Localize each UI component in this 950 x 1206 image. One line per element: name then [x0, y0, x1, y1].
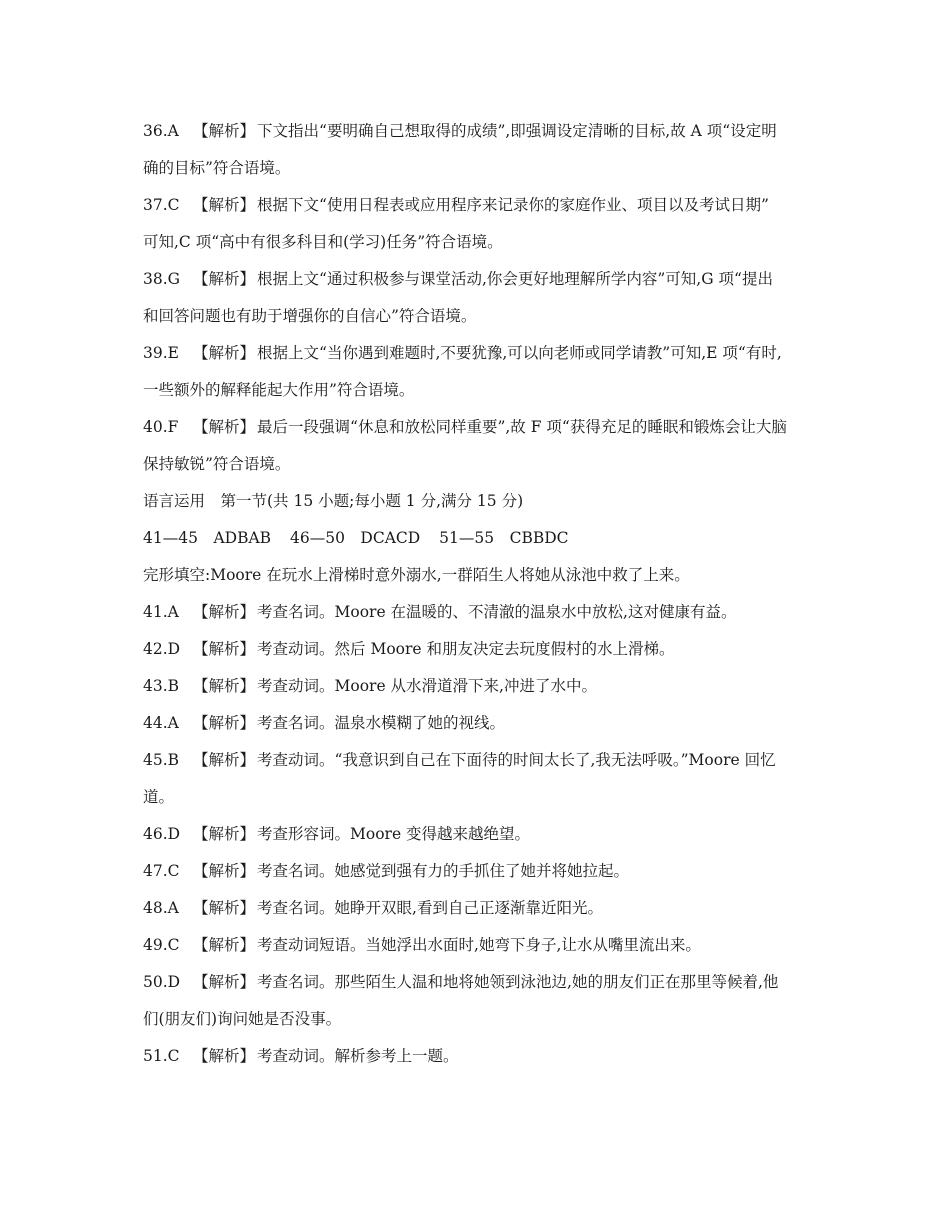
analysis-tag: 【解析】 [193, 196, 256, 214]
question-number: 38.G [143, 270, 181, 288]
explanation-text: 考查动词。然后 Moore 和朋友决定去玩度假村的水上滑梯。 [257, 640, 675, 658]
explanation-text: 根据下文“使用日程表或应用程序来记录你的家庭作业、项目以及考试日期” [257, 196, 769, 214]
analysis-tag: 【解析】 [193, 862, 256, 880]
question-number: 49.C [143, 936, 180, 954]
explanation-text: 根据上文“通过积极参与课堂活动,你会更好地理解所学内容”可知,G 项“提出 [257, 270, 773, 288]
question-number: 47.C [143, 862, 180, 880]
explanation-text-cont: 们(朋友们)询问她是否没事。 [143, 1010, 342, 1028]
explanation-text: 下文指出“要明确自己想取得的成绩”,即强调设定清晰的目标,故 A 项“设定明 [257, 122, 777, 140]
analysis-tag: 【解析】 [193, 344, 256, 362]
explanation-text: 考查形容词。Moore 变得越来越绝望。 [257, 825, 531, 843]
answer-explanations [143, 113, 813, 1075]
explanation-41 [143, 594, 813, 631]
explanation-text: 考查名词。她感觉到强有力的手抓住了她并将她拉起。 [257, 862, 630, 880]
explanation-text-cont: 可知,C 项“高中有很多科目和(学习)任务”符合语境。 [143, 233, 503, 251]
question-number: 37.C [143, 196, 180, 214]
explanation-43 [143, 668, 813, 705]
answer-key [143, 520, 813, 557]
question-number: 43.B [143, 677, 180, 695]
section-title: 语言运用 第一节(共 15 小题;每小题 1 分,满分 15 分) [143, 492, 524, 510]
question-number: 42.D [143, 640, 181, 658]
analysis-tag: 【解析】 [193, 899, 256, 917]
question-number: 45.B [143, 751, 180, 769]
explanation-50 [143, 964, 813, 1038]
analysis-tag: 【解析】 [193, 936, 256, 954]
explanation-44 [143, 705, 813, 742]
explanation-37 [143, 187, 813, 261]
explanation-text: 考查动词短语。当她浮出水面时,她弯下身子,让水从嘴里流出来。 [257, 936, 701, 954]
analysis-tag: 【解析】 [193, 751, 256, 769]
explanation-text: 最后一段强调“休息和放松同样重要”,故 F 项“获得充足的睡眠和锻炼会让大脑 [257, 418, 787, 436]
explanation-47 [143, 853, 813, 890]
explanation-text-cont: 一些额外的解释能起大作用”符合语境。 [143, 381, 415, 399]
explanation-46 [143, 816, 813, 853]
analysis-tag: 【解析】 [193, 1047, 256, 1065]
explanation-45 [143, 742, 813, 816]
question-number: 48.A [143, 899, 179, 917]
answer-key-group: 41—45 ADBAB [143, 529, 272, 547]
question-number: 50.D [143, 973, 181, 991]
explanation-text-cont: 和回答问题也有助于增强你的自信心”符合语境。 [143, 307, 477, 325]
explanation-text: 考查动词。“我意识到自己在下面待的时间太长了,我无法呼吸。”Moore 回忆 [257, 751, 776, 769]
explanation-text: 考查名词。温泉水模糊了她的视线。 [257, 714, 506, 732]
explanation-48 [143, 890, 813, 927]
cloze-summary: 完形填空:Moore 在玩水上滑梯时意外溺水,一群陌生人将她从泳池中救了上来。 [143, 566, 690, 584]
explanation-36 [143, 113, 813, 187]
explanation-text-cont: 确的目标”符合语境。 [143, 159, 291, 177]
explanation-text: 根据上文“当你遇到难题时,不要犹豫,可以向老师或同学请教”可知,E 项“有时, [257, 344, 782, 362]
question-number: 51.C [143, 1047, 180, 1065]
explanation-text: 考查名词。那些陌生人温和地将她领到泳池边,她的朋友们正在那里等候着,他 [257, 973, 779, 991]
analysis-tag: 【解析】 [193, 603, 256, 621]
explanation-49 [143, 927, 813, 964]
analysis-tag: 【解析】 [193, 825, 256, 843]
question-number: 44.A [143, 714, 179, 732]
question-number: 36.A [143, 122, 179, 140]
analysis-tag: 【解析】 [193, 270, 256, 288]
question-number: 46.D [143, 825, 181, 843]
question-number: 40.F [143, 418, 179, 436]
explanation-51 [143, 1038, 813, 1075]
explanation-text: 考查动词。Moore 从水滑道滑下来,冲进了水中。 [257, 677, 597, 695]
analysis-tag: 【解析】 [193, 122, 256, 140]
explanation-38 [143, 261, 813, 335]
explanation-text-cont: 道。 [143, 788, 175, 806]
explanation-text-cont: 保持敏锐”符合语境。 [143, 455, 291, 473]
analysis-tag: 【解析】 [193, 973, 256, 991]
explanation-39 [143, 335, 813, 409]
analysis-tag: 【解析】 [193, 714, 256, 732]
analysis-tag: 【解析】 [193, 640, 256, 658]
question-number: 41.A [143, 603, 179, 621]
analysis-tag: 【解析】 [193, 677, 256, 695]
answer-key-group: 51—55 CBBDC [439, 529, 569, 547]
answer-key-group: 46—50 DCACD [289, 529, 421, 547]
explanation-40 [143, 409, 813, 483]
explanation-text: 考查动词。解析参考上一题。 [257, 1047, 459, 1065]
analysis-tag: 【解析】 [193, 418, 256, 436]
explanation-text: 考查名词。她睁开双眼,看到自己正逐渐靠近阳光。 [257, 899, 603, 917]
explanation-text: 考查名词。Moore 在温暖的、不清澈的温泉水中放松,这对健康有益。 [257, 603, 737, 621]
explanation-42 [143, 631, 813, 668]
question-number: 39.E [143, 344, 179, 362]
